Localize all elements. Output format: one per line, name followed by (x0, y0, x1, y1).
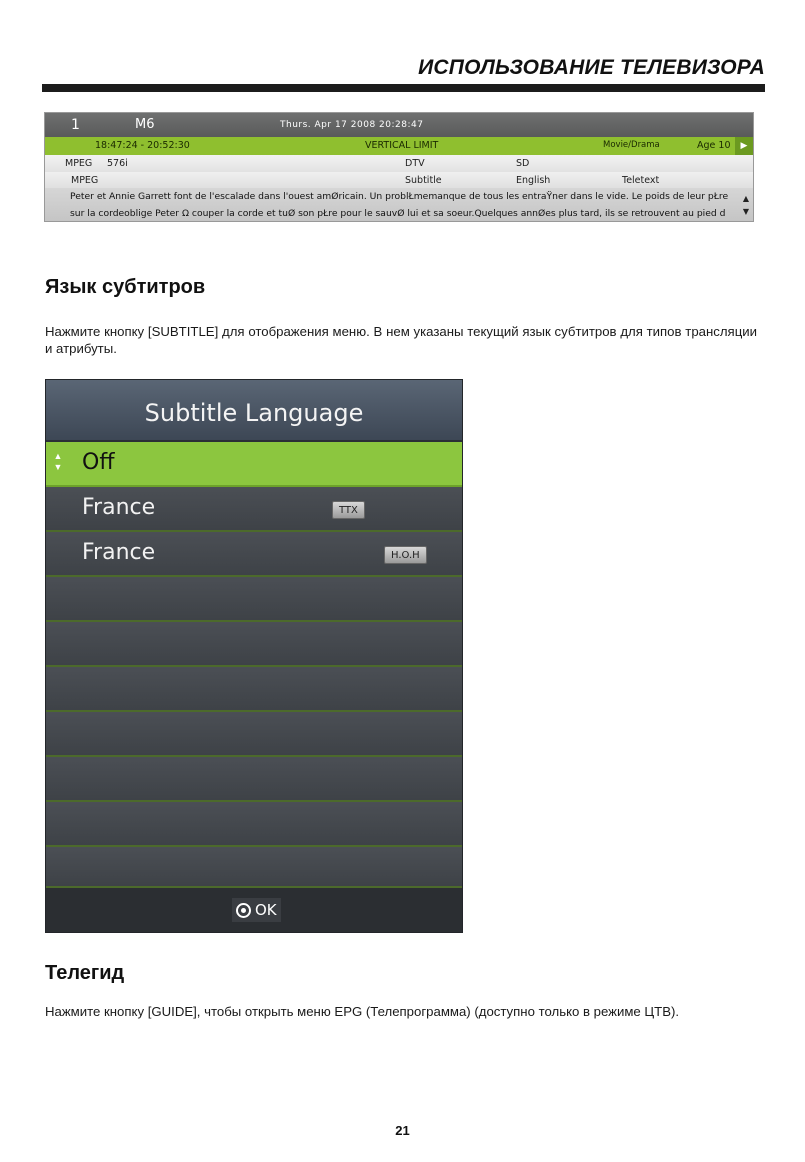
program-description (45, 188, 753, 222)
banner-program-row (45, 137, 753, 155)
ok-circle-icon (236, 903, 251, 918)
audio-codec: MPEG (71, 175, 99, 186)
menu-item-france-ttx[interactable] (46, 487, 462, 532)
description-line-1: Peter et Annie Garrett font de l'escalade dans l'ouest amØricain. Un problŁmemanque de tous les entraŸner dans le vide. Le poids de leur pŁre (70, 191, 729, 202)
program-title: VERTICAL LIMIT (365, 140, 439, 151)
section-title-subtitle-language: Язык субтитров (45, 276, 206, 298)
menu-item-france-hoh[interactable] (46, 532, 462, 577)
banner-top-row (45, 113, 753, 137)
video-codec: MPEG (65, 158, 93, 169)
menu-item-label: Off (82, 450, 115, 475)
description-line-2: sur la cordeoblige Peter Ω couper la corde et tuØ son pŁre pour le sauvØ lui et sa soeur.Quelques annØes plus tard, ils se retrouvent au pied d (70, 208, 726, 219)
scroll-arrows-icon: ▲ ▼ (742, 194, 749, 216)
banner-info-row-1 (45, 155, 753, 172)
channel-info-banner (44, 112, 754, 222)
menu-empty-row (46, 847, 462, 888)
banner-datetime: Thurs. Apr 17 2008 20:28:47 (280, 120, 424, 130)
definition: SD (516, 158, 530, 169)
ttx-badge: TTX (332, 501, 365, 519)
banner-info-row-2 (45, 172, 753, 188)
menu-empty-row (46, 667, 462, 712)
audio-language: English (516, 175, 551, 186)
menu-empty-row (46, 802, 462, 847)
channel-number: 1 (71, 117, 80, 133)
program-age: Age 10 (697, 140, 731, 151)
menu-empty-row (46, 577, 462, 622)
menu-item-label: France (82, 495, 156, 520)
section-text-subtitle-language: Нажмите кнопку [SUBTITLE] для отображения меню. В нем указаны текущий язык субтитров для типов трансляции и атрибуты. (45, 324, 757, 356)
page-number: 21 (395, 1123, 410, 1138)
signal-source: DTV (405, 158, 425, 169)
program-genre: Movie/Drama (603, 140, 660, 150)
hoh-badge: H.O.H (384, 546, 427, 564)
menu-item-off[interactable] (46, 442, 462, 487)
ok-button[interactable] (232, 898, 281, 922)
menu-title-bar (46, 380, 462, 442)
channel-name: M6 (135, 117, 155, 132)
menu-empty-row (46, 712, 462, 757)
section-title-guide: Телегид (45, 962, 125, 984)
subtitle-label: Subtitle (405, 175, 442, 186)
header-rule (42, 84, 765, 92)
menu-item-label: France (82, 540, 156, 565)
section-text-guide: Нажмите кнопку [GUIDE], чтобы открыть меню EPG (Телепрограмма) (доступно только в режиме ЦТВ). (45, 1004, 680, 1019)
subtitle-language-menu (45, 379, 463, 933)
teletext-label: Teletext (622, 175, 660, 186)
menu-empty-row (46, 622, 462, 667)
up-down-arrows-icon: ▲ ▼ (53, 451, 63, 472)
video-resolution: 576i (107, 158, 128, 169)
menu-empty-row (46, 757, 462, 802)
menu-footer (46, 886, 462, 932)
program-time-range: 18:47:24 - 20:52:30 (95, 140, 190, 151)
ok-label: OK (255, 901, 277, 919)
menu-title: Subtitle Language (144, 399, 364, 427)
page-header-title: ИСПОЛЬЗОВАНИЕ ТЕЛЕВИЗОРА (418, 56, 765, 79)
play-arrow-icon: ▶ (735, 137, 753, 155)
